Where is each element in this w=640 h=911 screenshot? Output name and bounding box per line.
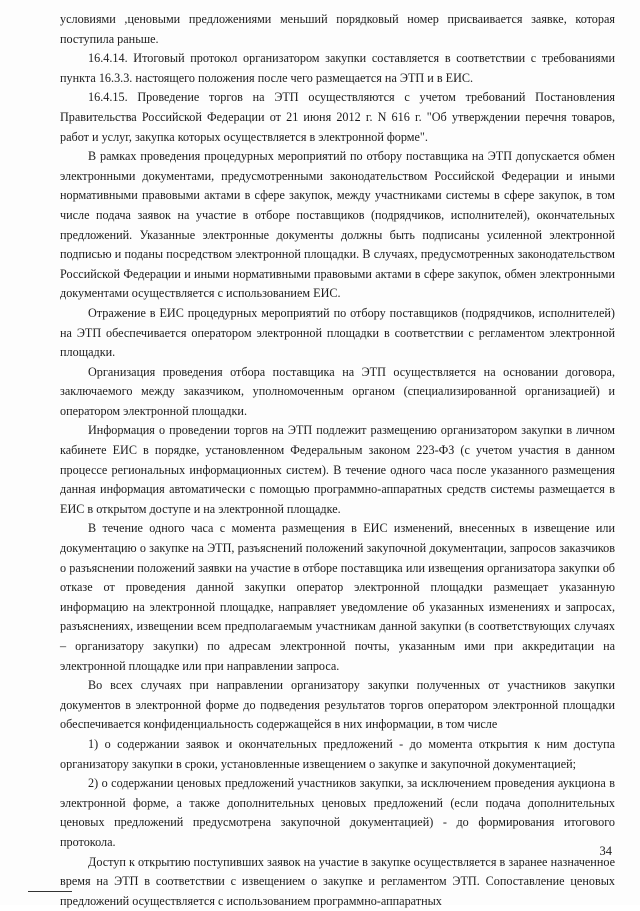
footer-rule [28, 891, 72, 892]
paragraph-organization: Организация проведения отбора поставщика на ЭТП осуществляется на основании договора, заключаемого между заказчиком, уполномоченным органом (специализированной организацией) и оператором электронной площадки. [60, 364, 615, 418]
paragraph-changes-notification: В течение одного часа с момента размещения в ЕИС изменений, внесенных в извещение или документацию о закупке на ЭТП, разъяснений положений закупочной документации, запросов заказчиков о разъяснении положений заявки на участие в отборе поставщика или извещения организатора закупки об отказе от проведения данной закупки оператор электронной площадки размещает указанную информацию на электронной площадке, направляет уведомление об указанных изменениях и запросах, разъяснениях, извещении всем предполагаемым участникам данной закупки (в соответствующих случаях – организатору закупки) по адресам электронной почты, указанным ими при аккредитации на электронной площадке или при направлении запроса. [60, 521, 615, 673]
list-item-2: 2) о содержании ценовых предложений участников закупки, за исключением проведения аукциона в электронной форме, а также дополнительных ценовых предложений (если подача дополнительных ценовых предложений предусмотрена закупочной документацией) - до формирования итогового протокола. [60, 776, 615, 849]
paragraph-eis-reflection: Отражение в ЕИС процедурных мероприятий по отбору поставщиков (подрядчиков, исполнителей) на ЭТП обеспечивается оператором электронной площадки в соответствии с регламентом электронной площадки. [60, 305, 615, 360]
document-body [60, 10, 615, 911]
paragraph-confidentiality: Во всех случаях при направлении организатору закупки полученных от участников закупки документов в электронной форме до подведения результатов торгов оператором электронной площадки обеспечивается конфиденциальность содержащейся в них информации, в том числе [60, 678, 615, 732]
paragraph-access: Доступ к открытию поступивших заявок на участие в закупке осуществляется в заранее назначенное время на ЭТП в соответствии с извещением о закупке и регламентом ЭТП. Сопоставление ценовых предложений осуществляется с использованием программно-аппаратных [60, 854, 615, 908]
paragraph-electronic-exchange: В рамках проведения процедурных мероприятий по отбору поставщика на ЭТП допускается обмен электронными документами, предусмотренными законодательством Российской Федерации и иными нормативными правовыми актами в сфере закупок, между участниками системы в сфере закупок, в том числе подача заявок на участие в отборе поставщиков (подрядчиков, исполнителей), окончательных предложений. Указанные электронные документы должны быть подписаны усиленной электронной подписью и поданы посредством электронной площадки. В случаях, предусмотренных законодательством Российской Федерации и иными нормативными правовыми актами в сфере закупок, обмен электронными документами осуществляется с использованием ЕИС. [60, 149, 615, 301]
paragraph-16-4-14: 16.4.14. Итоговый протокол организатором закупки составляется в соответствии с требованиями пункта 16.3.3. настоящего положения после чего размещается на ЭТП и в ЕИС. [60, 51, 615, 85]
list-item-1: 1) о содержании заявок и окончательных предложений - до момента открытия к ним доступа организатору закупки в сроки, установленные извещением о закупке и закупочной документацией; [60, 736, 615, 771]
paragraph-information-placement: Информация о проведении торгов на ЭТП подлежит размещению организатором закупки в личном кабинете ЕИС в порядке, установленном Федеральным законом 223-ФЗ (с учетом участия в данном процессе региональных информационных систем). В течение одного часа после указанного размещения данная информация автоматически с помощью программно-аппаратных средств системы размещается в ЕИС в открытом доступе и на электронной площадке. [60, 423, 615, 516]
page-number: 34 [599, 844, 612, 858]
paragraph-16-4-15: 16.4.15. Проведение торгов на ЭТП осуществляются с учетом требований Постановления Правительства Российской Федерации от 21 июня 2012 г. N 616 г. "Об утверждении перечня товаров, работ и услуг, закупка которых осуществляется в электронной форме". [60, 90, 615, 144]
paragraph-continuation: условиями ,ценовыми предложениями меньший порядковый номер присваивается заявке, которая поступила раньше. [60, 12, 615, 46]
